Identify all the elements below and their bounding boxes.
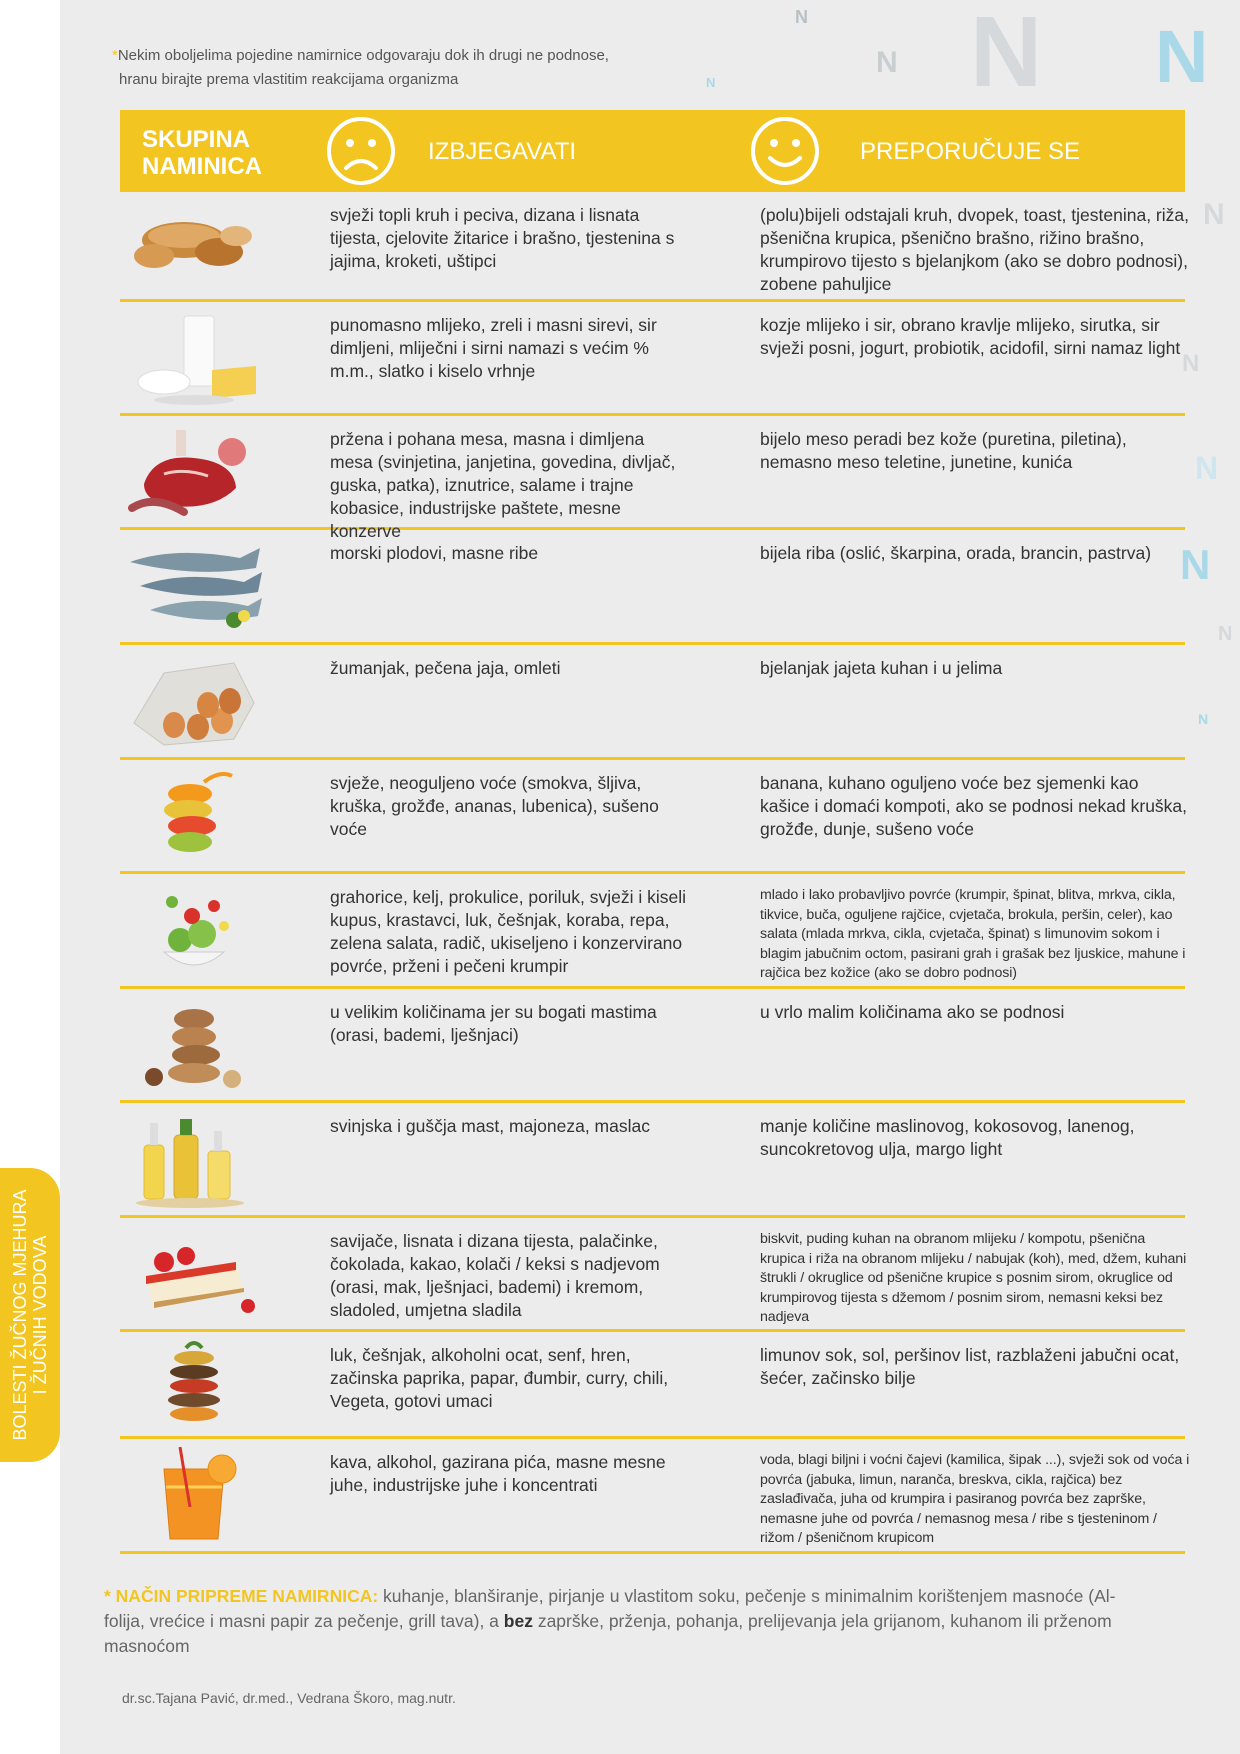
avoid-text: žumanjak, pečena jaja, omleti bbox=[330, 658, 561, 678]
intro-note bbox=[112, 44, 609, 92]
table-row bbox=[120, 1439, 1190, 1554]
avoid-text: u velikim količinama jer su bogati mastima (orasi, bademi, lješnjaci) bbox=[330, 1002, 657, 1045]
table-row bbox=[120, 989, 1185, 1103]
recommend-text: bijelo meso peradi bez kože (puretina, piletina), nemasno meso teletine, junetine, kunića bbox=[760, 429, 1127, 472]
note-line-1: Nekim oboljelima pojedine namirnice odgovaraju dok ih drugi ne podnose, bbox=[117, 47, 609, 64]
meat-icon bbox=[124, 424, 264, 520]
avoid-text: kava, alkohol, gazirana pića, masne mesne juhe, industrijske juhe i koncentrati bbox=[330, 1452, 666, 1495]
author-credit: dr.sc.Tajana Pavić, dr.med., Vedrana Škoro, mag.nutr. bbox=[122, 1690, 456, 1706]
avoid-text: pržena i pohana mesa, masna i dimljena mesa (svinjetina, janjetina, govedina, divljač, guska, patka), iznutrice, salame i trajne kobasice, industrijske paštete, mesne konzerve bbox=[330, 429, 676, 541]
table-header bbox=[120, 110, 1185, 192]
table-row bbox=[120, 1332, 1185, 1439]
logo-letter-small: N bbox=[1203, 198, 1225, 231]
recommend-text: bjelanjak jajeta kuhan i u jelima bbox=[760, 658, 1003, 678]
prep-text-1: kuhanje, blanširanje, pirjanje u vlastitom soku, pečenje s minimalnim korištenjem masnoće (Al-folija, vrećice i masni papir za pečenje, grill tava), a bbox=[104, 1586, 1116, 1631]
header-group bbox=[142, 126, 262, 180]
table-row bbox=[120, 416, 1185, 541]
recommend-text: bijela riba (oslić, škarpina, orada, brancin, pastrva) bbox=[760, 543, 1152, 563]
section-tab bbox=[0, 1168, 60, 1462]
table-row bbox=[120, 760, 1188, 874]
logo-letter-small: N bbox=[1182, 350, 1200, 377]
eggs-icon bbox=[124, 653, 264, 749]
recommend-text: biskvit, puding kuhan na obranom mlijeku / kompotu, pšenična krupica i riža na obranom mlijeku / nabujak (koh), med, džem, kuhani štrukli / okruglice od pšenične krupice s posnim sirom, okruglice od krumpirovog tijesta s džemom / posnim sirom, nemasni keksi bez nadjeva bbox=[760, 1231, 1187, 1325]
spices-icon bbox=[124, 1340, 264, 1436]
logo-letter-small: N bbox=[706, 75, 716, 90]
logo-letter-small: N bbox=[1180, 541, 1211, 588]
note-asterisk: * bbox=[112, 47, 118, 64]
avoid-text: morski plodovi, masne ribe bbox=[330, 543, 539, 563]
cake-icon bbox=[124, 1226, 264, 1322]
logo-letter-small: N bbox=[1195, 450, 1219, 486]
recommend-text: manje količine maslinovog, kokosovog, lanenog, suncokretovog ulja, margo light bbox=[760, 1116, 1135, 1159]
header-group-line-1: SKUPINA bbox=[142, 126, 251, 153]
page-margin bbox=[0, 0, 60, 1754]
recommend-text: limunov sok, sol, peršinov list, razblaženi jabučni ocat, šećer, začinsko bilje bbox=[760, 1345, 1180, 1388]
logo-letter-small: N bbox=[795, 7, 808, 27]
oil-icon bbox=[124, 1111, 264, 1211]
table-row bbox=[120, 530, 1185, 645]
section-tab-line-1: BOLESTI ŽUČNOG MJEHURA bbox=[10, 1189, 30, 1441]
recommend-text: banana, kuhano oguljeno voće bez sjemenki kao kašice i domaći kompoti, ako se podnosi nekad kruška, grožđe, dunje, sušeno voće bbox=[760, 773, 1188, 839]
section-tab-label bbox=[10, 1189, 50, 1440]
header-recommend: PREPORUČUJE SE bbox=[860, 138, 1081, 165]
sad-face-icon bbox=[326, 116, 396, 186]
section-tab-line-2: I ŽUČNIH VODOVA bbox=[30, 1235, 50, 1395]
recommend-text: (polu)bijeli odstajali kruh, dvopek, toast, tjestenina, riža, pšenična krupica, pšenično brašno, rižino brašno, krumpirovo tijesto s bjelanjkom (ako se dobro podnosi), zobene pahuljice bbox=[760, 205, 1189, 294]
preparation-note bbox=[104, 1584, 1144, 1659]
dairy-icon bbox=[124, 310, 264, 406]
logo-letter-large-grey: N bbox=[970, 0, 1043, 108]
table-row bbox=[120, 302, 1185, 416]
prep-lead: * NAČIN PRIPREME NAMIRNICA: bbox=[104, 1586, 379, 1606]
table-row bbox=[120, 1218, 1185, 1332]
logo-letter-small: N bbox=[1198, 711, 1209, 727]
food-table bbox=[120, 192, 1190, 1554]
table-row bbox=[120, 1103, 1185, 1218]
recommend-text: kozje mlijeko i sir, obrano kravlje mlijeko, sirutka, sir svježi posni, jogurt, probiotik, acidofil, sirni namaz light bbox=[760, 315, 1181, 358]
recommend-text: u vrlo malim količinama ako se podnosi bbox=[760, 1002, 1065, 1022]
drink-icon bbox=[124, 1447, 264, 1547]
avoid-text: svježi topli kruh i peciva, dizana i lisnata tijesta, cjelovite žitarice i brašno, tjestenina s jajima, kroketi, uštipci bbox=[330, 205, 675, 271]
avoid-text: grahorice, kelj, prokulice, poriluk, svježi i kiseli kupus, krastavci, luk, češnjak, koraba, repa, zelena salata, radič, ukiseljeno i konzervirano povrće, prženi i pečeni krumpir bbox=[330, 887, 686, 976]
avoid-text: luk, češnjak, alkoholni ocat, senf, hren, začinska paprika, papar, đumbir, curry, chili, Vegeta, gotovi umaci bbox=[330, 1345, 669, 1411]
header-avoid: IZBJEGAVATI bbox=[428, 138, 577, 165]
fruit-icon bbox=[124, 768, 264, 868]
logo-letter-small: N bbox=[1218, 623, 1233, 645]
header-group-line-2: NAMINICA bbox=[142, 153, 262, 180]
fish-icon bbox=[124, 538, 264, 634]
recommend-text: voda, blagi biljni i voćni čajevi (kamilica, šipak ...), svježi sok od voća i povrća (jabuka, limun, naranča, breskva, cikla, rajčica) bez zaslađivača, juha od krumpira i pasiranog povrća bez zaprške, nemasne juhe od povrća / nemasnog mesa / ribe s tjesteninom / rižom / pšeničnom krupicom bbox=[760, 1452, 1190, 1546]
table-row bbox=[120, 192, 1189, 302]
avoid-text: svježe, neoguljeno voće (smokva, šljiva, kruška, grožđe, ananas, lubenica), sušeno voće bbox=[330, 773, 659, 839]
nuts-icon bbox=[124, 997, 264, 1097]
recommend-text: mlado i lako probavljivo povrće (krumpir, špinat, blitva, mrkva, cikla, tikvice, buča, oguljene rajčice, cvjetača, brokula, peršin, celer), kao salata (mlada mrkva, cikla, cvjetača, špinat) s limunovim sokom i blagim jabučnim octom, pasirani grah i grašak bez ljuskice, mahune i rajčica bez kožice (ako se dobro podnosi) bbox=[760, 887, 1186, 981]
bread-icon bbox=[124, 200, 264, 280]
table-row bbox=[120, 874, 1185, 989]
avoid-text: savijače, lisnata i dizana tijesta, palačinke, čokolada, kakao, kolači / keksi s nadjevom (orasi, mak, lješnjaci, bademi) i kremom, sladoled, umjetna sladila bbox=[330, 1231, 660, 1320]
table-row bbox=[120, 645, 1185, 760]
avoid-text: svinjska i guščja mast, majoneza, maslac bbox=[330, 1116, 650, 1136]
avoid-text: punomasno mlijeko, zreli i masni sirevi, sir dimljeni, mliječni i sirni namazi s većim % m.m., slatko i kiselo vrhnje bbox=[330, 315, 657, 381]
prep-text-2: zaprške, prženja, pohanja, prelijevanja jela grijanom, kuhanom ili prženom masnoćom bbox=[104, 1611, 1112, 1656]
logo-letter-small: N bbox=[876, 46, 898, 79]
logo-letter-large-blue: N bbox=[1155, 15, 1209, 98]
happy-face-icon bbox=[750, 116, 820, 186]
salad-icon bbox=[124, 882, 264, 982]
note-line-2: hranu birajte prema vlastitim reakcijama organizma bbox=[119, 71, 459, 88]
prep-bold: bez bbox=[503, 1611, 533, 1631]
